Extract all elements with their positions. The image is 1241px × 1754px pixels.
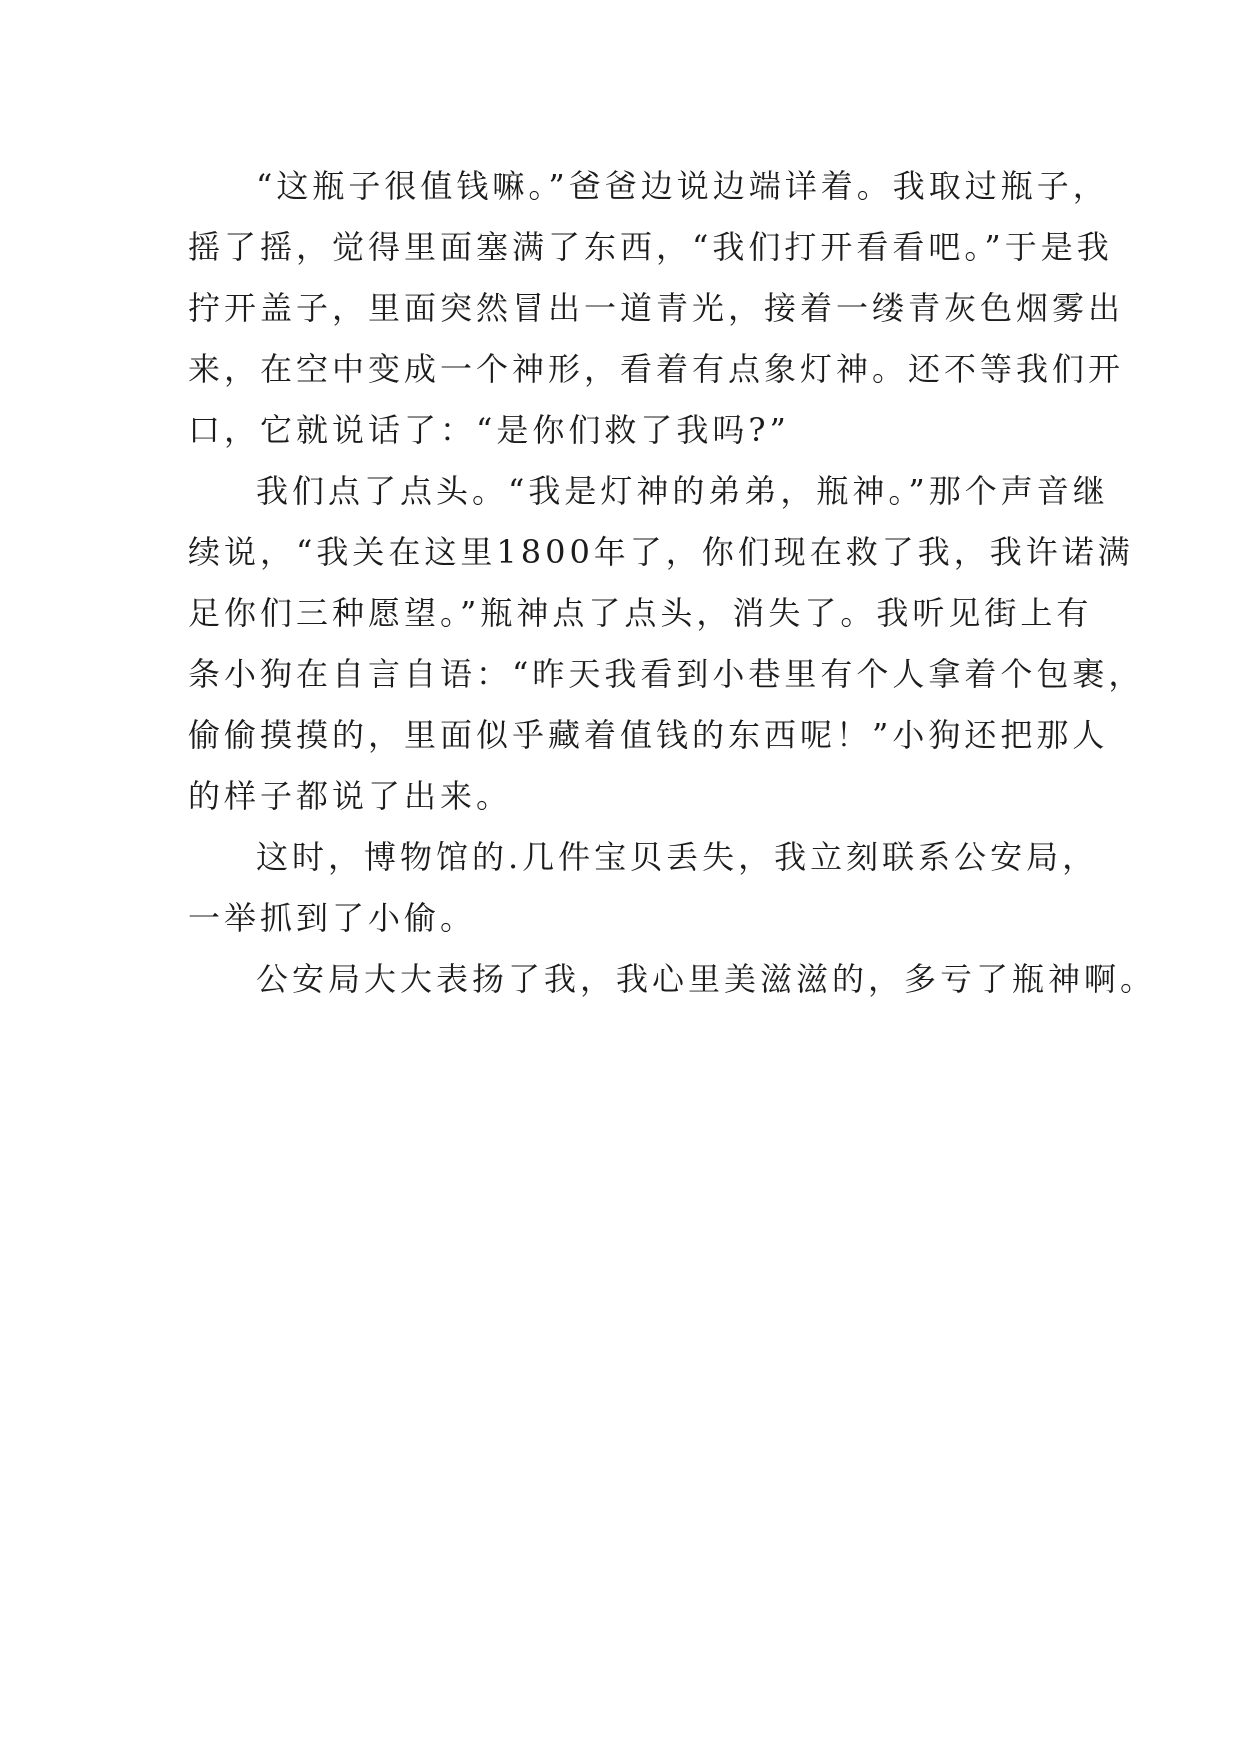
- paragraph-line: 偷偷摸摸的，里面似乎藏着值钱的东西呢！”小狗还把那人: [188, 716, 1109, 754]
- paragraph-line: 我们点了点头。“我是灯神的弟弟，瓶神。”那个声音继: [256, 472, 1109, 510]
- paragraph-line: 来，在空中变成一个神形，看着有点象灯神。还不等我们开: [188, 350, 1125, 388]
- paragraph-line: 这时，博物馆的.几件宝贝丢失，我立刻联系公安局，: [256, 838, 1099, 876]
- paragraph-line: 摇了摇，觉得里面塞满了东西，“我们打开看看吧。”于是我: [188, 228, 1113, 266]
- paragraph-2: [188, 461, 1145, 827]
- paragraph-line: 拧开盖子，里面突然冒出一道青光，接着一缕青灰色烟雾出: [188, 289, 1125, 327]
- paragraph-line: 续说，“我关在这里1800年了，你们现在救了我，我许诺满: [188, 533, 1134, 571]
- paragraph-line: 的样子都说了出来。: [188, 777, 513, 815]
- paragraph-line: 条小狗在自言自语：“昨天我看到小巷里有个人拿着个包裹，: [188, 655, 1145, 693]
- paragraph-1: [188, 156, 1125, 461]
- paragraph-line: 口，它就说话了：“是你们救了我吗?”: [188, 411, 790, 449]
- paragraph-line: 足你们三种愿望。”瓶神点了点头，消失了。我听见街上有: [188, 594, 1093, 632]
- paragraph-line: “这瓶子很值钱嘛。”爸爸边说边端详着。我取过瓶子，: [256, 167, 1109, 205]
- paragraph-4: [188, 949, 1157, 1010]
- paragraph-line: 公安局大大表扬了我，我心里美滋滋的，多亏了瓶神啊。: [256, 960, 1157, 998]
- paragraph-line: 一举抓到了小偷。: [188, 899, 477, 937]
- document-body: [188, 156, 1157, 1010]
- paragraph-3: [188, 827, 1099, 949]
